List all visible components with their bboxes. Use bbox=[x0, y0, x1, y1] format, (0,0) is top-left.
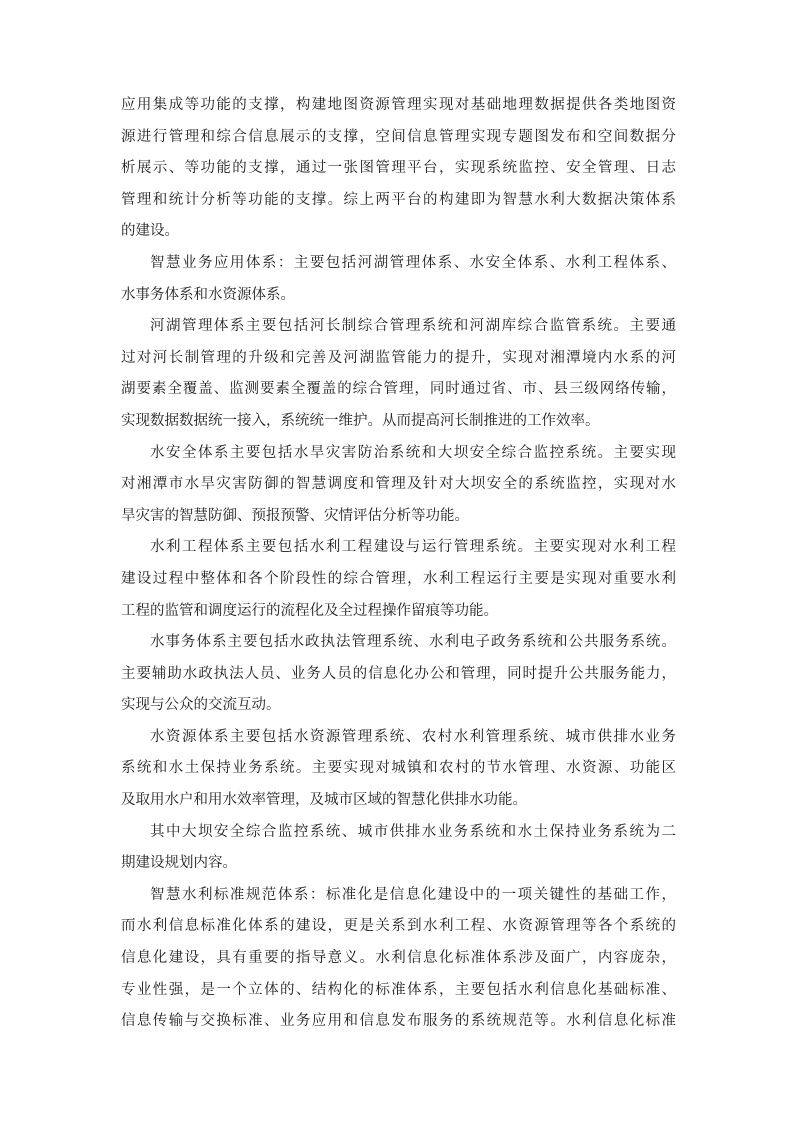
paragraph-line: 智慧业务应用体系：主要包括河湖管理体系、水安全体系、水利工程体系、 bbox=[150, 254, 676, 271]
paragraph-line: 智慧水利标准规范体系：标准化是信息化建设中的一项关键性的基础工作， bbox=[150, 886, 676, 903]
paragraph-line: 对湘潭市水旱灾害防御的智慧调度和管理及针对大坝安全的系统监控，实现对水 bbox=[121, 476, 676, 493]
paragraph-line: 水利工程体系主要包括水利工程建设与运行管理系统。主要实现对水利工程 bbox=[150, 539, 676, 556]
paragraph-line: 源进行管理和综合信息展示的支撑，空间信息管理实现专题图发布和空间数据分 bbox=[121, 128, 676, 145]
paragraph-line: 而水利信息标准化体系的建设，更是关系到水利工程、水资源管理等各个系统的 bbox=[121, 918, 676, 935]
paragraph-line: 实现数据数据统一接入，系统统一维护。从而提高河长制推进的工作效率。 bbox=[121, 412, 600, 429]
paragraph-line: 析展示、等功能的支撑，通过一张图管理平台，实现系统监控、安全管理、日志 bbox=[121, 160, 676, 177]
paragraph-line: 其中大坝安全综合监控系统、城市供排水业务系统和水土保持业务系统为二 bbox=[150, 823, 676, 840]
paragraph-line: 水事务体系和水资源体系。 bbox=[121, 286, 295, 303]
paragraph-line: 系统和水土保持业务系统。主要实现对城镇和农村的节水管理、水资源、功能区 bbox=[121, 760, 676, 777]
paragraph-line: 旱灾害的智慧防御、预报预警、灾情评估分析等功能。 bbox=[121, 507, 469, 524]
document-body bbox=[121, 90, 676, 1038]
paragraph-line: 的建设。 bbox=[121, 223, 179, 240]
paragraph-line: 河湖管理体系主要包括河长制综合管理系统和河湖库综合监管系统。主要通 bbox=[150, 318, 676, 335]
paragraph-line: 专业性强，是一个立体的、结构化的标准体系，主要包括水利信息化基础标准、 bbox=[121, 981, 676, 998]
paragraph-line: 信息传输与交换标准、业务应用和信息发布服务的系统规范等。水利信息化标准 bbox=[121, 1013, 676, 1030]
paragraph-line: 实现与公众的交流互动。 bbox=[121, 697, 281, 714]
paragraph-line: 工程的监管和调度运行的流程化及全过程操作留痕等功能。 bbox=[121, 602, 498, 619]
paragraph-line: 过对河长制管理的升级和完善及河湖监管能力的提升，实现对湘潭境内水系的河 bbox=[121, 349, 676, 366]
paragraph-line: 水资源体系主要包括水资源管理系统、农村水利管理系统、城市供排水业务 bbox=[150, 728, 676, 745]
paragraph-line: 信息化建设，具有重要的指导意义。水利信息化标准体系涉及面广，内容庞杂， bbox=[121, 950, 676, 967]
paragraph-line: 应用集成等功能的支撑，构建地图资源管理实现对基础地理数据提供各类地图资 bbox=[121, 97, 676, 113]
paragraph-line: 水事务体系主要包括水政执法管理系统、水利电子政务系统和公共服务系统。 bbox=[150, 634, 676, 651]
paragraph-line: 及取用水户和用水效率管理，及城市区域的智慧化供排水功能。 bbox=[121, 792, 527, 809]
paragraph-line: 湖要素全覆盖、监测要素全覆盖的综合管理，同时通过省、市、县三级网络传输， bbox=[121, 381, 676, 398]
paragraph-line: 期建设规划内容。 bbox=[121, 855, 237, 872]
paragraph-line: 主要辅助水政执法人员、业务人员的信息化办公和管理，同时提升公共服务能力， bbox=[121, 665, 676, 682]
paragraph-line: 管理和统计分析等功能的支撑。综上两平台的构建即为智慧水利大数据决策体系 bbox=[121, 191, 676, 208]
paragraph-line: 建设过程中整体和各个阶段性的综合管理，水利工程运行主要是实现对重要水利 bbox=[121, 570, 676, 587]
paragraph-line: 水安全体系主要包括水旱灾害防治系统和大坝安全综合监控系统。主要实现 bbox=[150, 444, 676, 461]
